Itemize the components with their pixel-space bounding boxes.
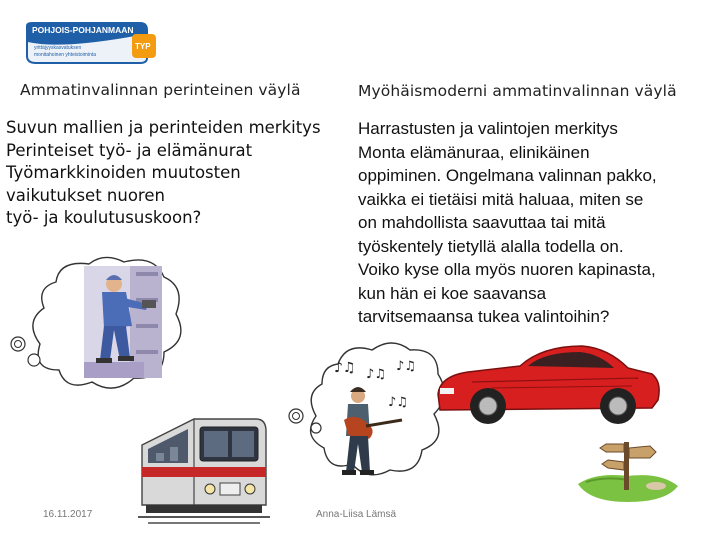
train-illustration [134, 405, 274, 525]
signpost-illustration [576, 432, 680, 504]
svg-text:♪♫: ♪♫ [366, 367, 386, 382]
svg-text:♪♫: ♪♫ [334, 360, 356, 376]
logo [22, 20, 158, 66]
svg-text:♪♫: ♪♫ [388, 395, 408, 410]
right-line: Monta elämänuraa, elinikäinen [358, 142, 590, 162]
logo-line2: yrittäjyyskasvatuksen [34, 45, 82, 51]
right-line: tarvitsemaansa tukea valintoihin? [358, 307, 610, 326]
guitarist-illustration [330, 354, 420, 480]
right-line: Voiko kyse olla myös nuoren kapinasta, [358, 260, 656, 279]
right-line: oppiminen. Ongelmana valinnan pakko, [358, 166, 657, 185]
svg-text:♪♫: ♪♫ [396, 359, 416, 374]
footer-date: 16.11.2017 [43, 509, 93, 520]
left-body [6, 117, 351, 230]
right-line: Harrastusten ja valintojen merkitys [358, 119, 618, 138]
right-line: työskentely tietyllä alalla todella on. [358, 236, 624, 256]
footer-author: Anna-Liisa Lämsä [316, 509, 397, 520]
right-heading: Myöhäismoderni ammatinvalinnan väylä [358, 82, 677, 100]
right-line: on mahdollista saavuttaa tai mitä [358, 213, 606, 232]
left-heading: Ammatinvalinnan perinteinen väylä [20, 81, 301, 99]
right-body [358, 117, 718, 329]
right-line: kun hän ei koe saavansa [358, 283, 547, 303]
left-line: vaikutukset nuoren [6, 185, 165, 205]
left-line: työ- ja koulutususkoon? [6, 208, 202, 227]
sports-car-illustration [432, 338, 664, 430]
left-line: Perinteiset työ- ja elämänurat [6, 140, 253, 160]
logo-badge: TYP [135, 42, 151, 51]
left-line: Työmarkkinoiden muutosten [6, 163, 241, 182]
worker-illustration [78, 262, 166, 382]
left-line: Suvun mallien ja perinteiden merkitys [6, 118, 321, 137]
logo-line3: monitahoinen yhteistoiminta [34, 52, 96, 58]
logo-title: POHJOIS-POHJANMAAN [32, 25, 134, 35]
right-line: vaikka ei tietäisi mitä haluaa, miten se [358, 189, 644, 209]
